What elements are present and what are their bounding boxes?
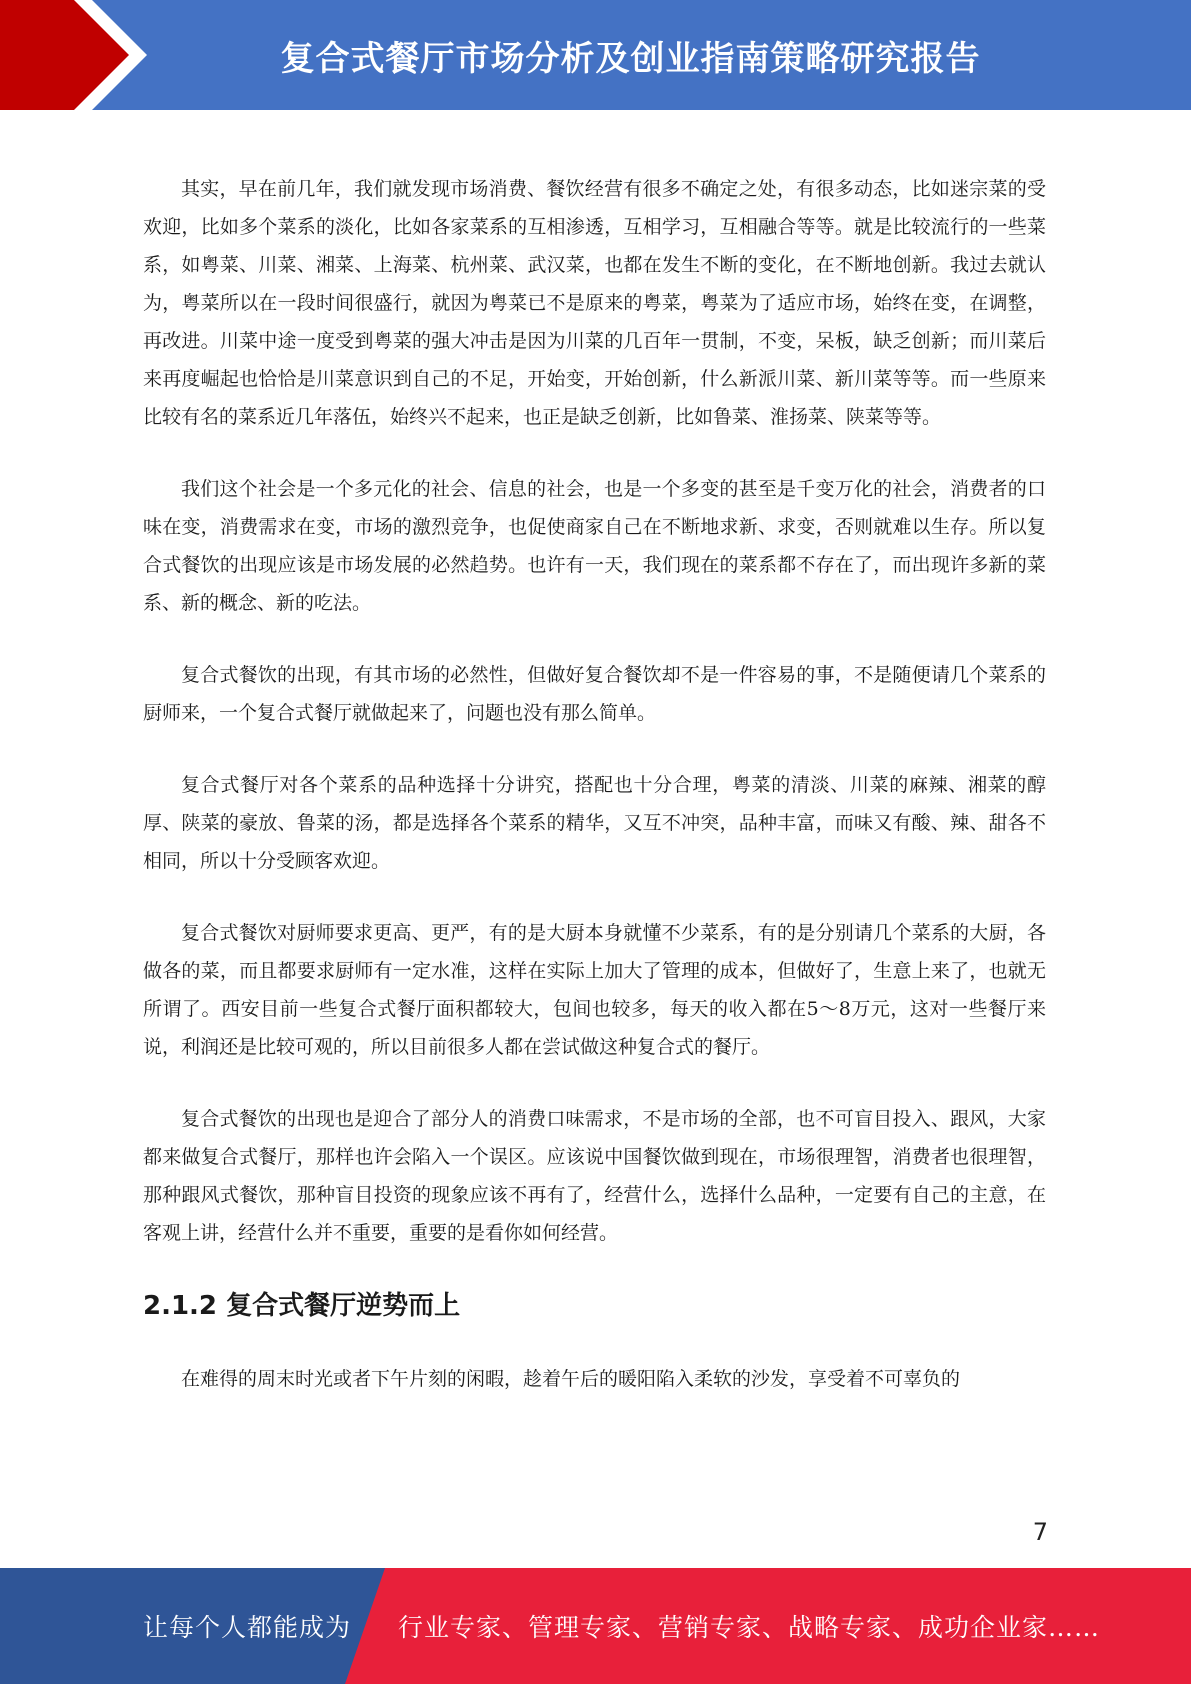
section-first-paragraph: 在难得的周末时光或者下午片刻的闲暇，趁着午后的暖阳陷入柔软的沙发，享受着不可辜负的 (181, 1368, 961, 1390)
paragraph-4: 复合式餐厅对各个菜系的品种选择十分讲究，搭配也十分合理，粤菜的清淡、川菜的麻辣、湘菜的醇厚、陕菜的豪放、鲁菜的汤，都是选择各个菜系的精华，又互不冲突，品种丰富，而味又有酸、辣、甜各不相同，所以十分受顾客欢迎。 (143, 774, 1046, 872)
paragraph-6: 复合式餐饮的出现也是迎合了部分人的消费口味需求，不是市场的全部，也不可盲目投入、跟风，大家都来做复合式餐厅，那样也许会陷入一个误区。应该说中国餐饮做到现在，市场很理智，消费者也很理智，那种跟风式餐饮，那种盲目投资的现象应该不再有了，经营什么，选择什么品种，一定要有自己的主意，在客观上讲，经营什么并不重要，重要的是看你如何经营。 (143, 1108, 1046, 1244)
main-content (143, 170, 1046, 1432)
report-title: 复合式餐厅市场分析及创业指南策略研究报告 (280, 38, 981, 79)
paragraph-2: 我们这个社会是一个多元化的社会、信息的社会，也是一个多变的甚至是千变万化的社会，消费者的口味在变，消费需求在变，市场的激烈竞争，也促使商家自己在不断地求新、求变，否则就难以生存。所以复合式餐饮的出现应该是市场发展的必然趋势。也许有一天，我们现在的菜系都不存在了，而出现许多新的菜系、新的概念、新的吃法。 (143, 478, 1046, 614)
footer-slogan-right: 行业专家、管理专家、营销专家、战略专家、成功企业家…… (398, 1613, 1101, 1642)
footer-slogan-left: 让每个人都能成为 (143, 1613, 352, 1642)
paragraph-3: 复合式餐饮的出现，有其市场的必然性，但做好复合餐饮却不是一件容易的事，不是随便请几个菜系的厨师来，一个复合式餐厅就做起来了，问题也没有那么简单。 (143, 664, 1046, 724)
page-footer (0, 1568, 1191, 1684)
page-number: 7 (1032, 1518, 1048, 1546)
section-heading: 2.1.2 复合式餐厅逆势而上 (143, 1291, 461, 1321)
page-header (0, 0, 1191, 110)
paragraph-5: 复合式餐饮对厨师要求更高、更严，有的是大厨本身就懂不少菜系，有的是分别请几个菜系的大厨，各做各的菜，而且都要求厨师有一定水准，这样在实际上加大了管理的成本，但做好了，生意上来了，也就无所谓了。西安目前一些复合式餐厅面积都较大，包间也较多，每天的收入都在5～8万元，这对一些餐厅来说，利润还是比较可观的，所以目前很多人都在尝试做这种复合式的餐厅。 (143, 922, 1046, 1058)
paragraph-1: 其实，早在前几年，我们就发现市场消费、餐饮经营有很多不确定之处，有很多动态，比如迷宗菜的受欢迎，比如多个菜系的淡化，比如各家菜系的互相渗透，互相学习，互相融合等等。就是比较流行的一些菜系，如粤菜、川菜、湘菜、上海菜、杭州菜、武汉菜，也都在发生不断的变化，在不断地创新。我过去就认为，粤菜所以在一段时间很盛行，就因为粤菜已不是原来的粤菜，粤菜为了适应市场，始终在变，在调整，再改进。川菜中途一度受到粤菜的强大冲击是因为川菜的几百年一贯制，不变，呆板，缺乏创新；而川菜后来再度崛起也恰恰是川菜意识到自己的不足，开始变，开始创新，什么新派川菜、新川菜等等。而一些原来比较有名的菜系近几年落伍，始终兴不起来，也正是缺乏创新，比如鲁菜、淮扬菜、陕菜等等。 (143, 178, 1046, 428)
header-chevron-decoration (0, 0, 160, 110)
